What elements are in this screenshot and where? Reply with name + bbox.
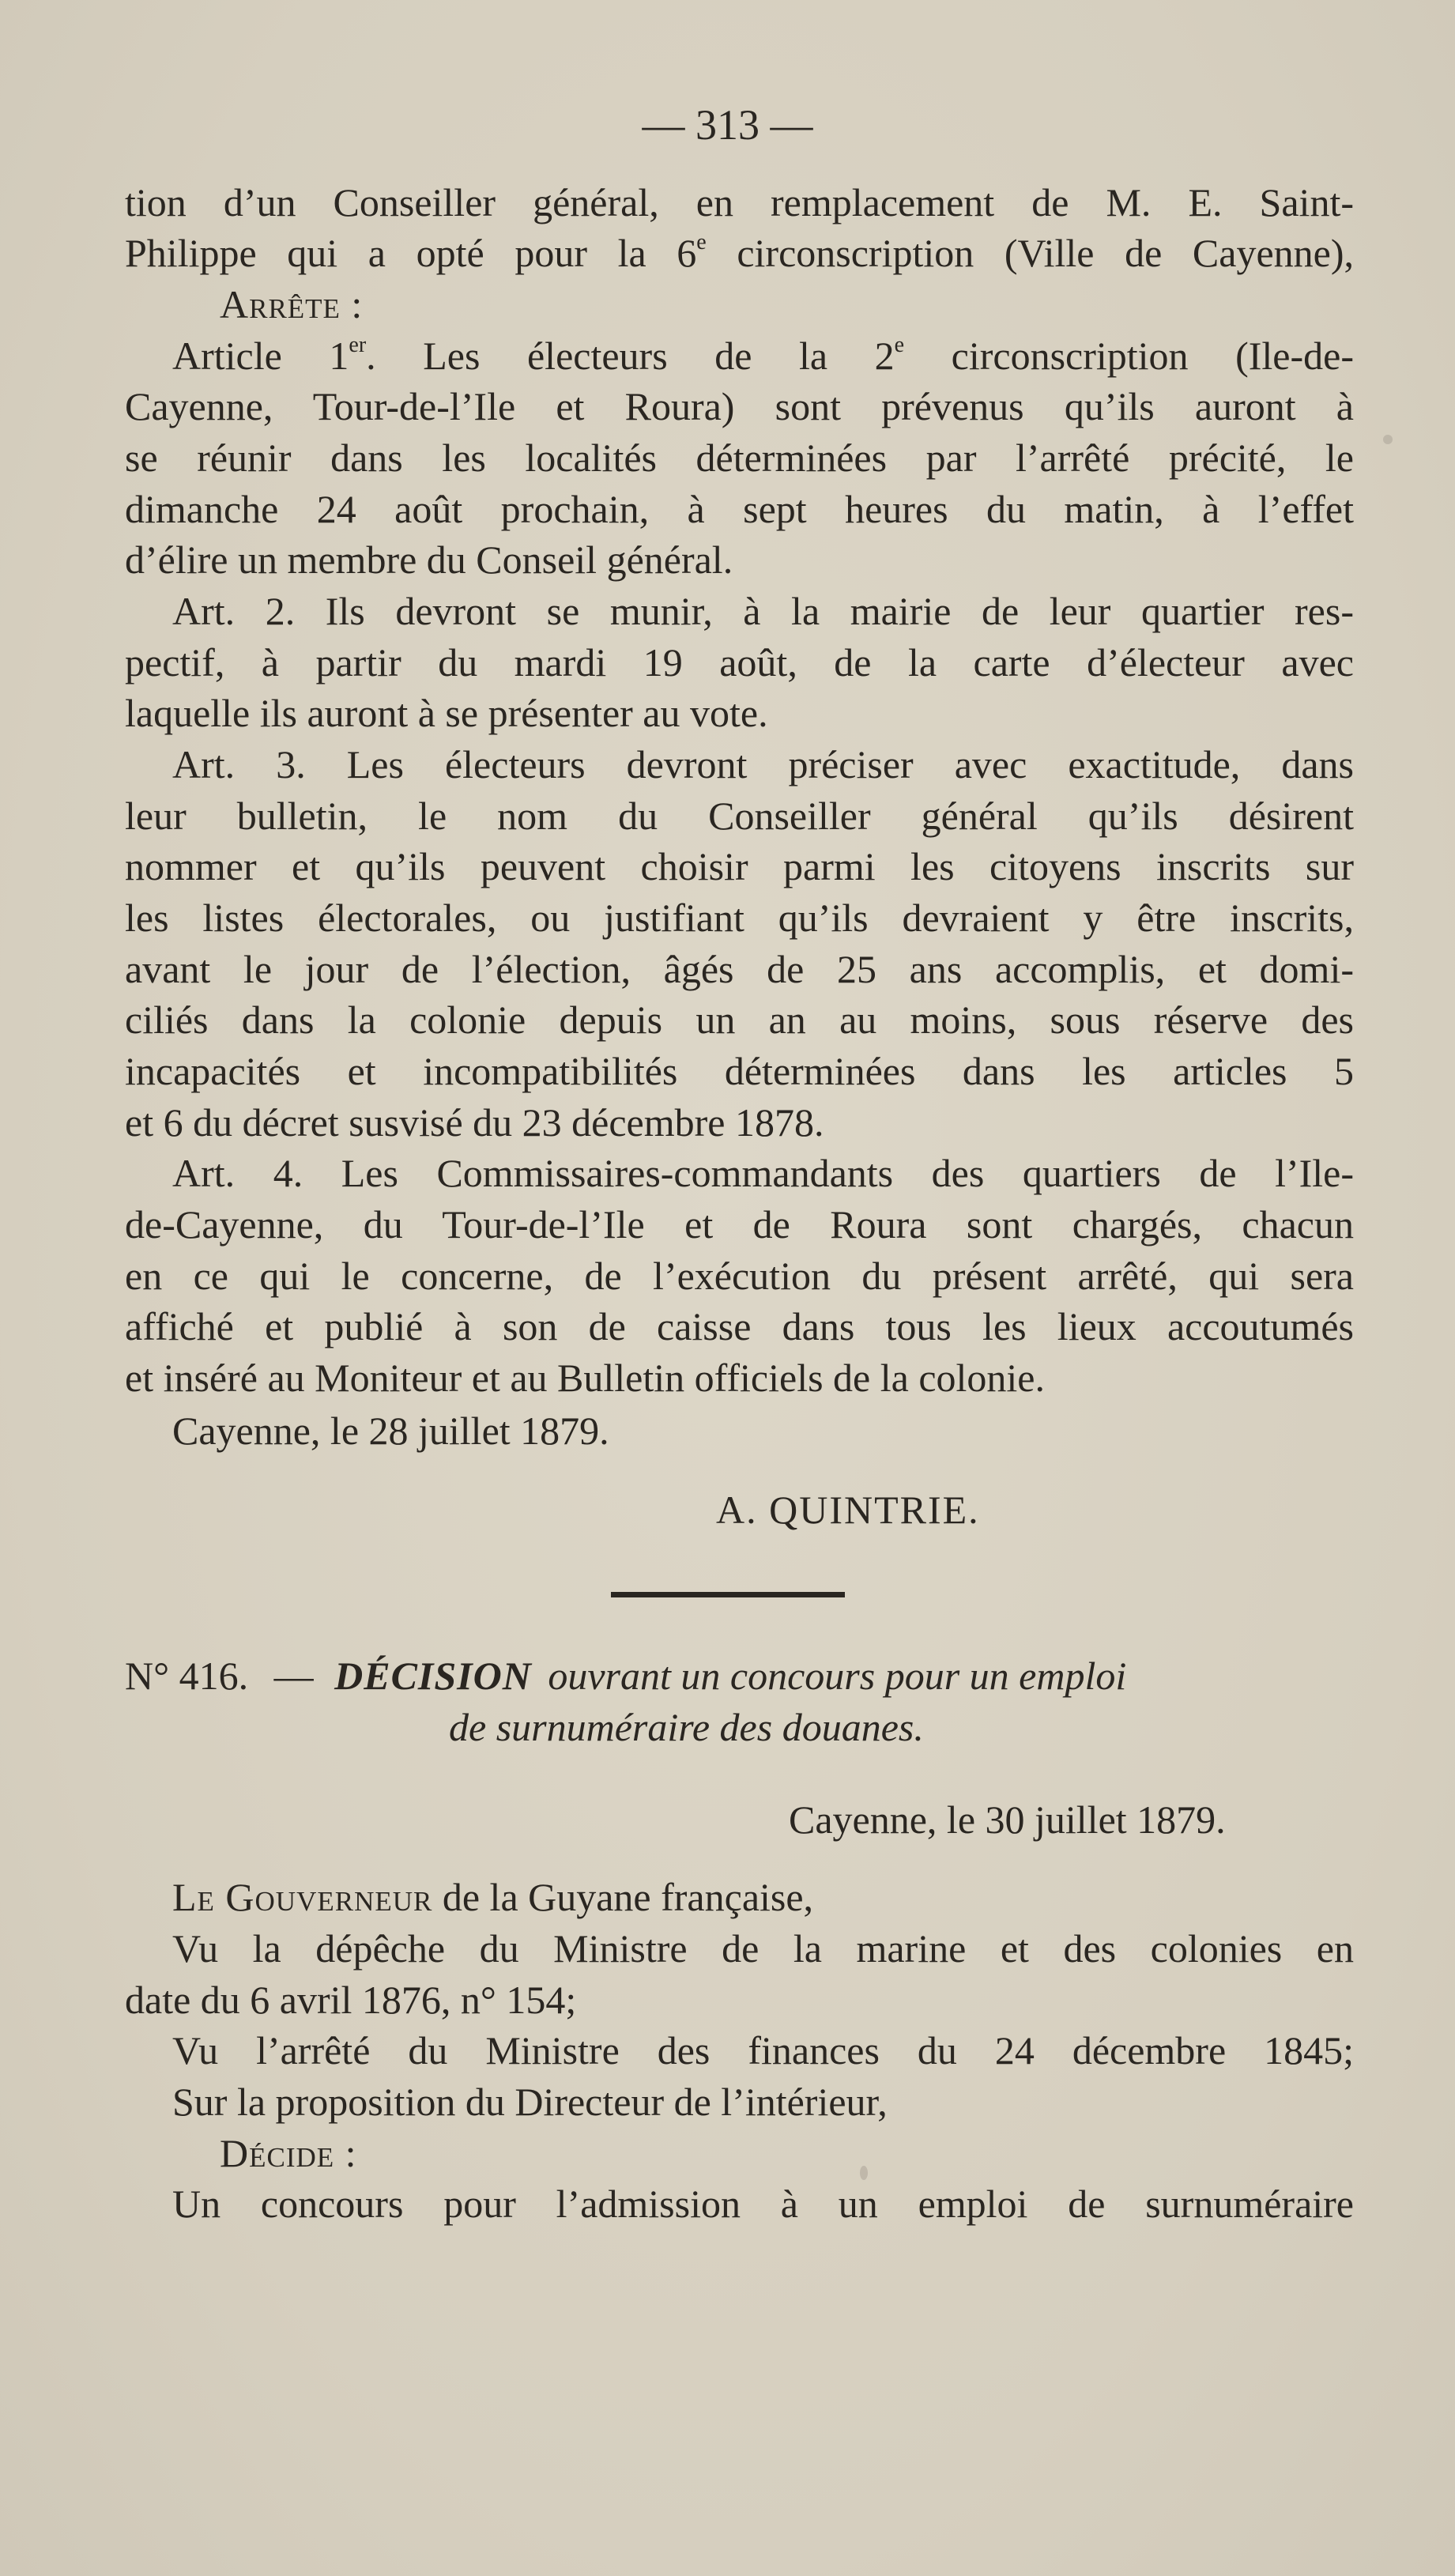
article-4-line: Art. 4. Les Commissaires-commandants des quartiers de l’Ile- xyxy=(172,1151,1354,1195)
text-line: leur bulletin, le nom du Conseiller général qu’ils désirent xyxy=(125,794,1354,838)
text-line: Philippe qui a opté pour la 6e circonscription (Ville de Cayenne), xyxy=(125,230,1355,275)
text-line: Un concours pour l’admission à un emploi de surnuméraire xyxy=(172,2182,1354,2226)
governor-line: Le Gouverneur de la Guyane française, xyxy=(172,1875,814,1919)
text-line: ciliés dans la colonie depuis un an au moins, sous réserve des xyxy=(125,998,1354,1042)
decision-title-rest: ouvrant un concours pour un emploi xyxy=(548,1654,1127,1698)
text-line: Cayenne, Tour-de-l’Ile et Roura) sont prévenus qu’ils auront à xyxy=(125,384,1354,428)
article-2-line: Art. 2. Ils devront se munir, à la mairie de leur quartier res- xyxy=(172,589,1354,633)
text-line: d’élire un membre du Conseil général. xyxy=(125,537,733,582)
text-line: nommer et qu’ils peuvent choisir parmi les citoyens inscrits sur xyxy=(125,844,1354,888)
text-line: pectif, à partir du mardi 19 août, de la carte d’électeur avec xyxy=(125,640,1354,685)
decision-title-line xyxy=(125,1652,1354,1699)
paper-spot xyxy=(1383,435,1393,444)
decide-heading: Décide : xyxy=(220,2131,357,2175)
text-line: laquelle ils auront à se présenter au vote. xyxy=(125,691,768,735)
closing-date: Cayenne, le 28 juillet 1879. xyxy=(172,1409,609,1453)
article-3-line: Art. 3. Les électeurs devront préciser avec exactitude, dans xyxy=(172,742,1354,786)
text-line: et 6 du décret susvisé du 23 décembre 1878. xyxy=(125,1100,824,1145)
dateline: Cayenne, le 30 juillet 1879. xyxy=(789,1797,1226,1842)
page-number: — 313 — xyxy=(642,101,813,149)
text-line: se réunir dans les localités déterminées par l’arrêté précité, le xyxy=(125,436,1354,480)
article-1-line: Article 1er. Les électeurs de la 2e circonscription (Ile-de- xyxy=(172,333,1354,378)
text-line: dimanche 24 août prochain, à sept heures du matin, à l’effet xyxy=(125,487,1354,531)
text-line: de-Cayenne, du Tour-de-l’Ile et de Roura sont chargés, chacun xyxy=(125,1202,1354,1247)
text-line: et inséré au Moniteur et au Bulletin officiels de la colonie. xyxy=(125,1356,1045,1400)
section-divider xyxy=(611,1592,845,1597)
text-line: affiché et publié à son de caisse dans tous les lieux accoutumés xyxy=(125,1304,1354,1348)
text-line: Sur la proposition du Directeur de l’intérieur, xyxy=(172,2080,888,2124)
text-line: tion d’un Conseiller général, en remplacement de M. E. Saint- xyxy=(125,180,1354,224)
text-line: en ce qui le concerne, de l’exécution du présent arrêté, qui sera xyxy=(125,1254,1354,1298)
arrete-heading: Arrête : xyxy=(220,282,364,326)
text-line: Vu l’arrêté du Ministre des finances du 24 décembre 1845; xyxy=(172,2028,1354,2072)
text-line: les listes électorales, ou justifiant qu’ils devraient y être inscrits, xyxy=(125,896,1354,940)
ink-blot xyxy=(860,2166,868,2180)
decision-dash: — xyxy=(273,1654,314,1698)
text-line: avant le jour de l’élection, âgés de 25 ans accomplis, et domi- xyxy=(125,947,1354,991)
signature: A. QUINTRIE. xyxy=(716,1488,980,1532)
text-line: date du 6 avril 1876, n° 154; xyxy=(125,1978,577,2022)
text-line: incapacités et incompatibilités déterminées dans les articles 5 xyxy=(125,1049,1354,1093)
decision-title: DÉCISION xyxy=(334,1654,532,1698)
decision-title-line-2: de surnuméraire des douanes. xyxy=(449,1705,924,1749)
decision-number: N° 416. xyxy=(125,1654,249,1698)
text-line: Vu la dépêche du Ministre de la marine et des colonies en xyxy=(172,1926,1354,1971)
